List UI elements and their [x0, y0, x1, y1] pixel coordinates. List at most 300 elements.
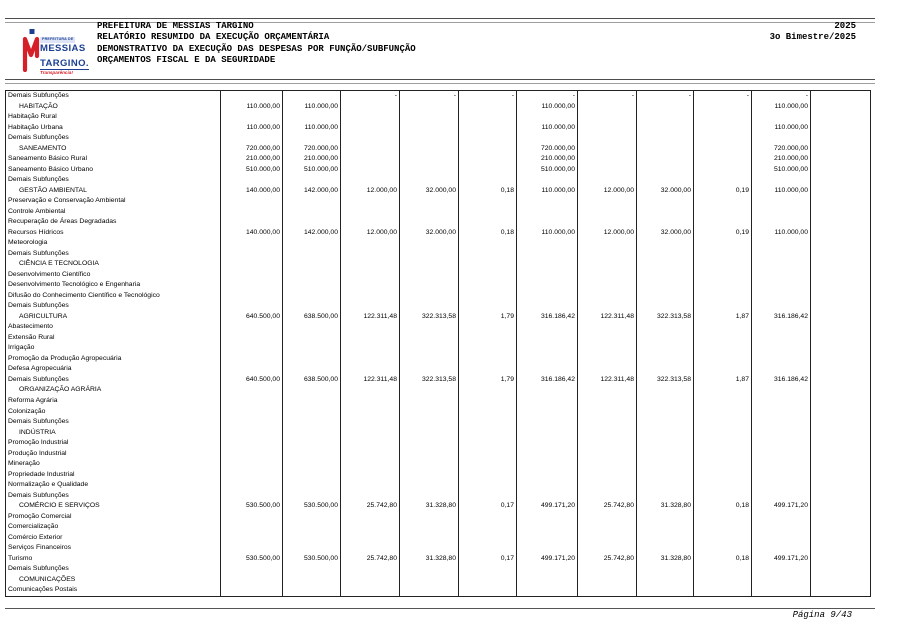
value-cell	[400, 533, 459, 544]
value-cell	[578, 280, 637, 291]
value-cell	[341, 406, 400, 417]
table-row	[6, 438, 871, 449]
value-cell	[811, 417, 871, 428]
value-cell	[221, 522, 283, 533]
value-cell	[400, 322, 459, 333]
value-cell	[811, 228, 871, 239]
logo-m-icon	[22, 26, 40, 76]
value-cell	[752, 112, 811, 123]
function-label: Promoção da Produção Agropecuária	[8, 354, 122, 362]
value-cell	[459, 133, 517, 144]
value-cell	[811, 165, 871, 176]
value-cell	[459, 522, 517, 533]
value-cell	[694, 144, 752, 155]
page-number: Página 9/43	[792, 610, 852, 620]
value-cell	[578, 533, 637, 544]
function-label: Promoção Industrial	[8, 439, 69, 447]
value-cell	[341, 217, 400, 228]
value-cell	[283, 385, 341, 396]
value-cell: 720.000,00	[221, 144, 283, 155]
value-cell	[341, 417, 400, 428]
value-cell	[637, 102, 694, 113]
value-cell	[578, 144, 637, 155]
value-cell	[811, 133, 871, 144]
value-cell	[341, 207, 400, 218]
value-cell	[459, 512, 517, 523]
value-cell	[400, 575, 459, 586]
value-cell	[283, 491, 341, 502]
value-cell	[637, 406, 694, 417]
value-cell	[221, 585, 283, 596]
value-cell	[694, 406, 752, 417]
value-cell	[400, 196, 459, 207]
value-cell	[811, 406, 871, 417]
value-cell	[283, 238, 341, 249]
value-cell	[400, 364, 459, 375]
value-cell	[578, 470, 637, 481]
table-row	[6, 291, 871, 302]
value-cell	[517, 449, 578, 460]
value-cell	[637, 270, 694, 281]
value-cell	[459, 291, 517, 302]
value-cell: 31.328,80	[400, 554, 459, 565]
org-name: PREFEITURA DE MESSIAS TARGINO	[97, 21, 254, 31]
value-cell: 322.313,58	[637, 312, 694, 323]
value-cell	[811, 343, 871, 354]
value-cell: 0,19	[694, 228, 752, 239]
function-label: Comércio Exterior	[8, 533, 63, 541]
value-cell	[811, 438, 871, 449]
value-cell	[400, 491, 459, 502]
value-cell	[221, 385, 283, 396]
value-cell	[341, 280, 400, 291]
value-cell	[811, 491, 871, 502]
value-cell	[517, 207, 578, 218]
value-cell	[694, 585, 752, 596]
table-row	[6, 343, 871, 354]
value-cell	[221, 564, 283, 575]
function-label: Produção Industrial	[8, 449, 67, 457]
value-cell	[341, 575, 400, 586]
value-cell	[517, 406, 578, 417]
value-cell	[459, 543, 517, 554]
value-cell	[694, 133, 752, 144]
value-cell: 638.500,00	[283, 312, 341, 323]
value-cell	[221, 343, 283, 354]
value-cell	[637, 364, 694, 375]
value-cell	[517, 585, 578, 596]
value-cell	[694, 238, 752, 249]
table-row	[6, 522, 871, 533]
value-cell: 510.000,00	[221, 165, 283, 176]
value-cell	[517, 301, 578, 312]
value-cell	[694, 102, 752, 113]
value-cell	[283, 564, 341, 575]
function-label: Preservação e Conservação Ambiental	[8, 197, 126, 205]
report-header-titles	[97, 21, 416, 67]
value-cell	[811, 238, 871, 249]
value-cell	[459, 343, 517, 354]
value-cell	[283, 459, 341, 470]
table-row	[6, 428, 871, 439]
value-cell	[459, 259, 517, 270]
value-cell	[283, 207, 341, 218]
value-cell	[283, 585, 341, 596]
value-cell	[517, 322, 578, 333]
value-cell: 0,17	[459, 501, 517, 512]
value-cell	[752, 259, 811, 270]
value-cell	[341, 196, 400, 207]
value-cell	[400, 249, 459, 260]
value-cell	[221, 533, 283, 544]
value-cell	[459, 280, 517, 291]
value-cell: 499.171,20	[752, 501, 811, 512]
value-cell: 510.000,00	[517, 165, 578, 176]
function-label: COMUNICAÇÕES	[19, 575, 76, 583]
value-cell	[459, 385, 517, 396]
value-cell	[578, 428, 637, 439]
value-cell: 210.000,00	[283, 154, 341, 165]
function-label: Abastecimento	[8, 323, 53, 331]
value-cell	[283, 112, 341, 123]
value-cell	[341, 491, 400, 502]
value-cell	[283, 133, 341, 144]
table-row	[6, 217, 871, 228]
function-label: Saneamento Básico Urbano	[8, 165, 94, 173]
value-cell	[517, 354, 578, 365]
value-cell	[811, 312, 871, 323]
value-cell	[811, 322, 871, 333]
value-cell	[694, 354, 752, 365]
table-row	[6, 270, 871, 281]
value-cell	[341, 238, 400, 249]
value-cell	[637, 385, 694, 396]
value-cell	[341, 449, 400, 460]
value-cell: 316.186,42	[752, 375, 811, 386]
value-cell: -	[341, 91, 400, 102]
value-cell: 638.500,00	[283, 375, 341, 386]
value-cell	[341, 533, 400, 544]
value-cell	[578, 438, 637, 449]
value-cell	[517, 480, 578, 491]
value-cell	[752, 385, 811, 396]
value-cell: 640.500,00	[221, 375, 283, 386]
value-cell	[517, 333, 578, 344]
value-cell	[221, 133, 283, 144]
report-table	[5, 90, 871, 597]
function-label: HABITAÇÃO	[19, 102, 58, 110]
value-cell: 1,87	[694, 312, 752, 323]
value-cell	[752, 459, 811, 470]
value-cell	[694, 428, 752, 439]
function-label: Demais Subfunções	[8, 92, 69, 100]
value-cell	[517, 343, 578, 354]
value-cell	[341, 512, 400, 523]
value-cell	[221, 196, 283, 207]
value-cell	[811, 396, 871, 407]
value-cell: 720.000,00	[752, 144, 811, 155]
value-cell	[578, 575, 637, 586]
function-label: Recursos Hídricos	[8, 228, 64, 236]
value-cell	[283, 512, 341, 523]
value-cell	[694, 522, 752, 533]
value-cell: 25.742,80	[341, 554, 400, 565]
function-label: Demais Subfunções	[8, 375, 69, 383]
table-row	[6, 322, 871, 333]
value-cell	[694, 165, 752, 176]
value-cell	[459, 144, 517, 155]
function-label: Reforma Agrária	[8, 397, 58, 404]
value-cell	[400, 564, 459, 575]
value-cell	[752, 564, 811, 575]
value-cell	[578, 354, 637, 365]
value-cell	[517, 291, 578, 302]
value-cell	[459, 196, 517, 207]
value-cell	[221, 217, 283, 228]
value-cell	[578, 491, 637, 502]
value-cell	[752, 470, 811, 481]
table-row	[6, 280, 871, 291]
value-cell: 1,79	[459, 312, 517, 323]
value-cell	[637, 480, 694, 491]
value-cell: 12.000,00	[578, 186, 637, 197]
value-cell	[578, 385, 637, 396]
value-cell	[341, 154, 400, 165]
value-cell: 110.000,00	[517, 123, 578, 134]
table-row	[6, 123, 871, 134]
value-cell	[221, 459, 283, 470]
report-year: 2025	[834, 21, 856, 31]
value-cell	[517, 238, 578, 249]
function-label: Demais Subfunções	[8, 134, 69, 142]
value-cell	[637, 438, 694, 449]
value-cell	[283, 396, 341, 407]
value-cell: 0,19	[694, 186, 752, 197]
function-label: COMÉRCIO E SERVIÇOS	[19, 502, 100, 510]
table-row	[6, 144, 871, 155]
value-cell	[578, 406, 637, 417]
value-cell	[400, 165, 459, 176]
function-label: Comercialização	[8, 523, 59, 531]
value-cell	[578, 270, 637, 281]
value-cell	[459, 322, 517, 333]
value-cell	[341, 564, 400, 575]
value-cell: 25.742,80	[578, 554, 637, 565]
value-cell	[400, 428, 459, 439]
value-cell	[811, 533, 871, 544]
value-cell	[221, 396, 283, 407]
value-cell	[811, 522, 871, 533]
value-cell	[221, 406, 283, 417]
value-cell	[221, 333, 283, 344]
value-cell	[283, 364, 341, 375]
value-cell	[459, 585, 517, 596]
value-cell: 499.171,20	[517, 554, 578, 565]
value-cell	[752, 249, 811, 260]
table-row	[6, 165, 871, 176]
value-cell	[341, 291, 400, 302]
value-cell	[221, 280, 283, 291]
value-cell	[221, 301, 283, 312]
value-cell	[341, 396, 400, 407]
value-cell: 210.000,00	[517, 154, 578, 165]
value-cell	[283, 175, 341, 186]
function-label: Propriedade Industrial	[8, 470, 75, 478]
function-label: GESTÃO AMBIENTAL	[19, 186, 87, 194]
value-cell	[811, 196, 871, 207]
value-cell	[811, 470, 871, 481]
value-cell	[637, 343, 694, 354]
value-cell	[578, 123, 637, 134]
value-cell: 322.313,58	[637, 375, 694, 386]
value-cell	[752, 207, 811, 218]
value-cell	[400, 449, 459, 460]
value-cell	[811, 375, 871, 386]
value-cell	[400, 270, 459, 281]
value-cell	[400, 333, 459, 344]
value-cell	[811, 385, 871, 396]
value-cell: 1,79	[459, 375, 517, 386]
value-cell	[694, 280, 752, 291]
value-cell	[811, 512, 871, 523]
value-cell	[637, 354, 694, 365]
table-row	[6, 186, 871, 197]
table-row	[6, 480, 871, 491]
function-label: Normalização e Qualidade	[8, 481, 89, 489]
value-cell	[517, 564, 578, 575]
table-row	[6, 385, 871, 396]
value-cell	[811, 354, 871, 365]
table-row	[6, 312, 871, 323]
value-cell	[283, 428, 341, 439]
value-cell	[221, 512, 283, 523]
function-label: Demais Subfunções	[8, 249, 69, 257]
table-row	[6, 333, 871, 344]
value-cell	[400, 280, 459, 291]
value-cell	[694, 575, 752, 586]
value-cell: 322.313,58	[400, 312, 459, 323]
value-cell: 530.500,00	[221, 554, 283, 565]
value-cell	[752, 364, 811, 375]
value-cell	[517, 533, 578, 544]
value-cell	[400, 543, 459, 554]
value-cell	[341, 459, 400, 470]
value-cell	[517, 512, 578, 523]
value-cell	[752, 533, 811, 544]
value-cell	[221, 354, 283, 365]
value-cell	[578, 196, 637, 207]
value-cell	[752, 354, 811, 365]
value-cell: 510.000,00	[752, 165, 811, 176]
table-row	[6, 228, 871, 239]
value-cell: -	[752, 91, 811, 102]
value-cell: 530.500,00	[221, 501, 283, 512]
function-label: CIÊNCIA E TECNOLOGIA	[19, 260, 99, 268]
value-cell	[459, 102, 517, 113]
value-cell	[811, 364, 871, 375]
value-cell	[459, 112, 517, 123]
value-cell	[637, 512, 694, 523]
value-cell	[811, 259, 871, 270]
value-cell	[221, 91, 283, 102]
value-cell	[694, 396, 752, 407]
value-cell	[811, 217, 871, 228]
value-cell: 32.000,00	[637, 228, 694, 239]
value-cell	[283, 480, 341, 491]
value-cell	[694, 533, 752, 544]
value-cell	[400, 343, 459, 354]
value-cell	[578, 364, 637, 375]
value-cell	[578, 522, 637, 533]
value-cell	[221, 364, 283, 375]
value-cell	[694, 543, 752, 554]
value-cell	[459, 217, 517, 228]
table-row	[6, 133, 871, 144]
value-cell	[459, 470, 517, 481]
value-cell	[637, 470, 694, 481]
value-cell	[811, 575, 871, 586]
function-label: Saneamento Básico Rural	[8, 155, 87, 163]
value-cell	[694, 249, 752, 260]
value-cell	[637, 154, 694, 165]
value-cell	[221, 543, 283, 554]
value-cell	[283, 249, 341, 260]
value-cell	[400, 238, 459, 249]
value-cell	[459, 123, 517, 134]
function-label: Difusão do Conhecimento Científico e Tecnológico	[8, 291, 160, 299]
value-cell	[221, 480, 283, 491]
table-row	[6, 207, 871, 218]
value-cell	[221, 575, 283, 586]
value-cell	[752, 291, 811, 302]
function-label: Recuperação de Áreas Degradadas	[8, 218, 117, 226]
value-cell: 110.000,00	[752, 228, 811, 239]
value-cell: 316.186,42	[517, 375, 578, 386]
value-cell	[578, 333, 637, 344]
value-cell: 0,18	[694, 501, 752, 512]
value-cell	[694, 175, 752, 186]
value-cell	[517, 438, 578, 449]
value-cell: 110.000,00	[517, 102, 578, 113]
table-row	[6, 375, 871, 386]
value-cell	[283, 343, 341, 354]
value-cell	[694, 207, 752, 218]
value-cell: 122.311,48	[341, 312, 400, 323]
value-cell	[221, 428, 283, 439]
value-cell	[637, 301, 694, 312]
value-cell	[578, 459, 637, 470]
value-cell	[517, 522, 578, 533]
value-cell	[694, 333, 752, 344]
function-label: Irrigação	[8, 344, 35, 352]
value-cell	[694, 417, 752, 428]
value-cell	[459, 207, 517, 218]
value-cell: 322.313,58	[400, 375, 459, 386]
value-cell	[517, 175, 578, 186]
value-cell	[341, 385, 400, 396]
value-cell: 110.000,00	[752, 102, 811, 113]
value-cell	[752, 585, 811, 596]
value-cell	[400, 438, 459, 449]
logo-text-block	[40, 26, 89, 76]
value-cell	[517, 459, 578, 470]
value-cell	[283, 354, 341, 365]
value-cell	[811, 449, 871, 460]
value-cell	[400, 217, 459, 228]
value-cell	[637, 459, 694, 470]
value-cell	[341, 112, 400, 123]
value-cell	[517, 428, 578, 439]
